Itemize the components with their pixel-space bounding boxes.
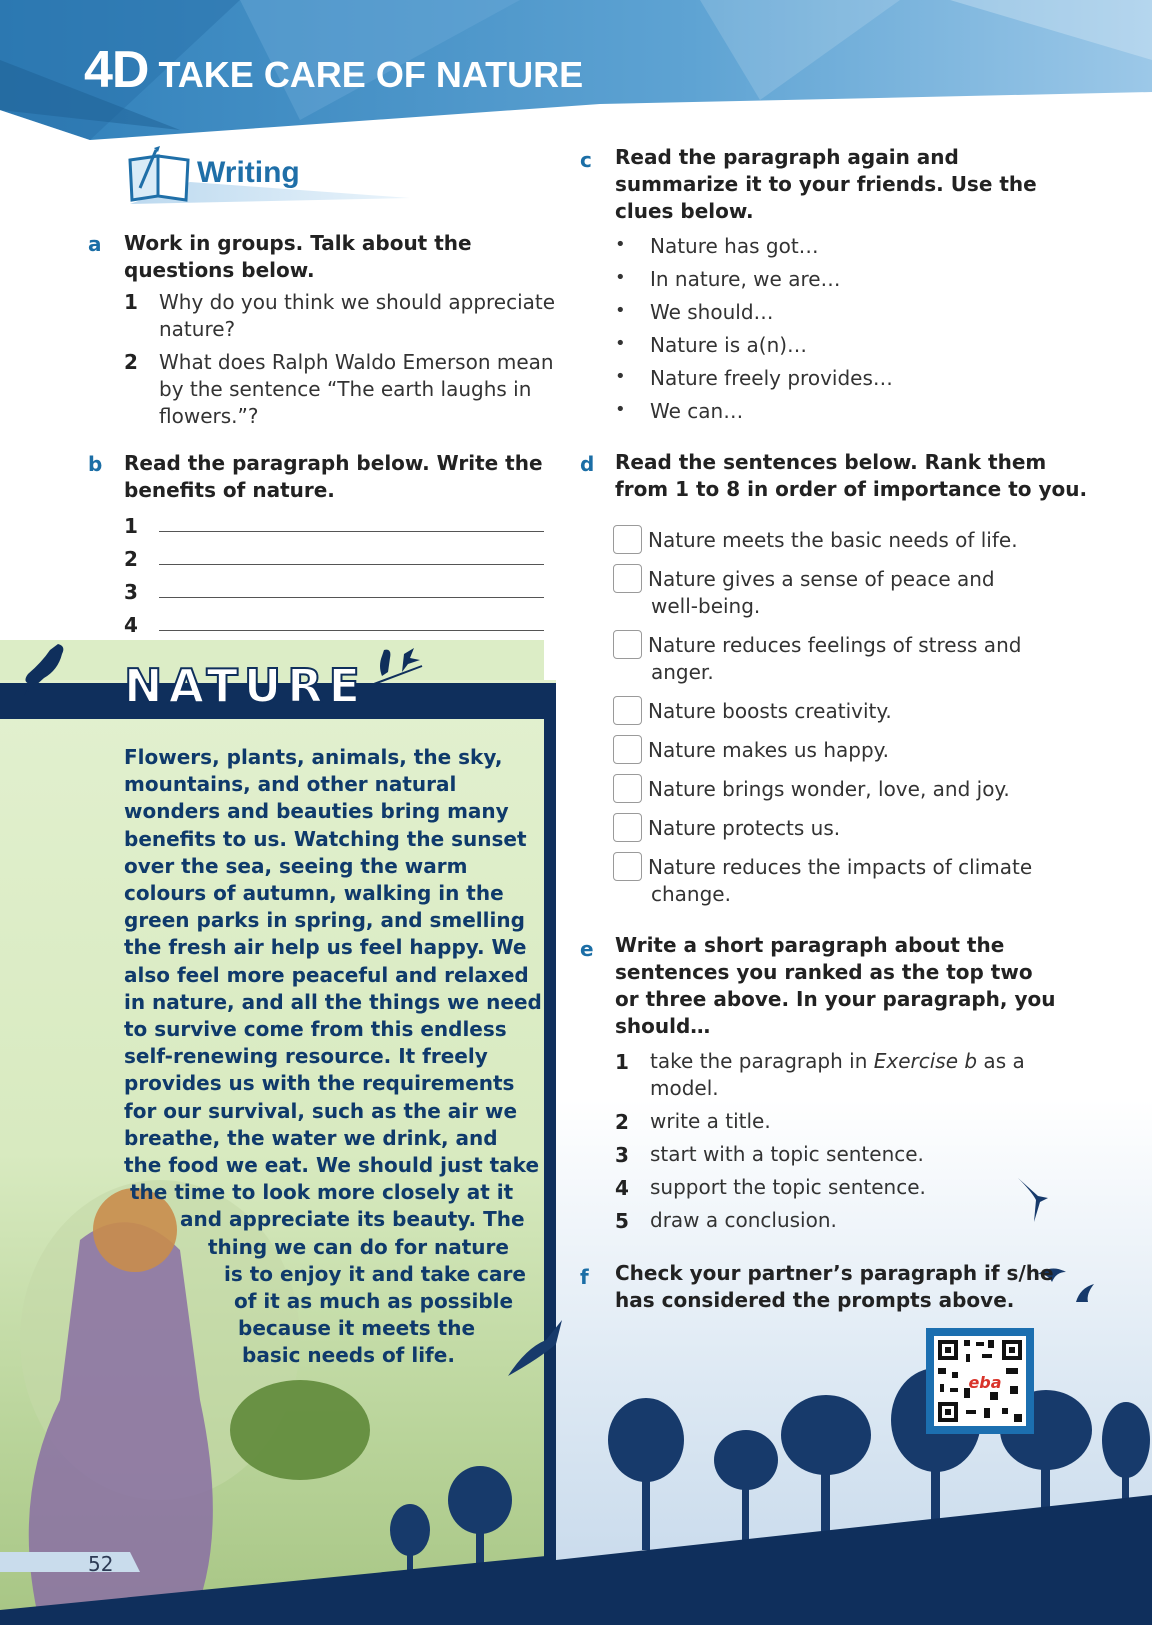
paragraph-line: mountains, and other natural <box>124 772 457 797</box>
paragraph-line: of it as much as possible <box>234 1289 514 1314</box>
bullet: • <box>615 399 626 420</box>
answer-blank-line[interactable] <box>159 531 544 532</box>
exercise-a-instruction <box>124 230 472 284</box>
question-number: 1 <box>124 290 138 314</box>
instruction-line: from 1 to 8 in order of importance to you. <box>615 477 1088 501</box>
instruction-line: or three above. In your paragraph, you <box>615 987 1056 1011</box>
clue-item: We can… <box>650 399 744 423</box>
instruction-line: should… <box>615 1014 711 1038</box>
rank-sentence <box>648 566 995 620</box>
paragraph-line: the time to look more closely at it <box>130 1180 514 1205</box>
instruction-line: clues below. <box>615 199 754 223</box>
instruction-line: summarize it to your friends. Use the <box>615 172 1037 196</box>
sentence-line: Nature protects us. <box>648 816 841 840</box>
paragraph-line: Flowers, plants, animals, the sky, <box>124 745 503 769</box>
paragraph-line: because it meets the <box>238 1316 476 1341</box>
bullet: • <box>615 333 626 354</box>
page-number-background <box>0 1552 140 1578</box>
instruction-line: questions below. <box>124 258 315 282</box>
blank-number: 3 <box>124 580 138 604</box>
qr-label: eba <box>968 1373 1002 1392</box>
unit-number: 4D <box>84 41 149 99</box>
qr-code-graphic <box>926 1328 1034 1434</box>
paragraph-line: basic needs of life. <box>242 1343 455 1368</box>
rank-box[interactable] <box>613 564 642 593</box>
paragraph-line: is to enjoy it and take care <box>224 1261 526 1286</box>
exercise-e-letter: e <box>580 937 594 961</box>
question-line: by the sentence “The earth laughs in <box>159 377 532 401</box>
question-number: 2 <box>124 350 138 374</box>
left-trees-graphic <box>0 1460 556 1625</box>
paragraph-line: provides us with the requirements <box>124 1071 515 1096</box>
exercise-c-instruction <box>615 144 1037 225</box>
exercise-b-letter: b <box>88 452 103 476</box>
bullet: • <box>615 366 626 387</box>
sentence-line: Nature makes us happy. <box>648 738 889 762</box>
exercise-d-instruction <box>615 449 1087 503</box>
answer-blank-line[interactable] <box>159 597 544 598</box>
question-line: flowers.”? <box>159 404 259 428</box>
paragraph-line: for our survival, such as the air we <box>124 1098 518 1123</box>
clue-item: Nature freely provides… <box>650 366 893 390</box>
paragraph-line: over the sea, seeing the warm <box>124 853 468 878</box>
rank-box[interactable] <box>613 735 642 764</box>
paragraph-line: in nature, and all the things we need <box>124 989 542 1014</box>
paragraph-line: to survive come from this endless <box>124 1017 507 1042</box>
exercise-b-instruction <box>124 450 543 504</box>
paragraph-line: thing we can do for nature <box>208 1234 509 1259</box>
exercise-a-letter: a <box>88 232 102 256</box>
paragraph-line: the fresh air help us feel happy. We <box>124 935 527 960</box>
instruction-line: Write a short paragraph about the <box>615 933 1005 957</box>
rank-box[interactable] <box>613 696 642 725</box>
step-2: write a title. <box>650 1109 771 1133</box>
step-line: model. <box>650 1076 719 1100</box>
paragraph-line: the food we eat. We should just take <box>124 1153 540 1178</box>
unit-title <box>84 40 583 100</box>
paragraph-line: wonders and beauties bring many <box>124 799 509 824</box>
sentence-line: anger. <box>651 660 714 684</box>
exercise-c-letter: c <box>580 148 592 172</box>
writing-section-badge <box>120 142 420 212</box>
instruction-line: Read the paragraph below. Write the <box>124 451 543 475</box>
instruction-line: sentences you ranked as the top two <box>615 960 1033 984</box>
unit-name: TAKE CARE OF NATURE <box>158 54 584 95</box>
page-number: 52 <box>88 1552 114 1576</box>
nature-title: NATURE <box>124 659 367 712</box>
instruction-line: benefits of nature. <box>124 478 335 502</box>
step-number: 4 <box>615 1176 629 1200</box>
bird-icon <box>18 640 70 698</box>
rank-box[interactable] <box>613 774 642 803</box>
instruction-line: Work in groups. Talk about the <box>124 231 472 255</box>
rank-sentence <box>648 854 1032 908</box>
instruction-line: Read the sentences below. Rank them <box>615 450 1047 474</box>
sentence-line: change. <box>651 882 731 906</box>
answer-blank-line[interactable] <box>159 630 544 631</box>
blank-number: 1 <box>124 514 138 538</box>
bullet: • <box>615 300 626 321</box>
nature-title-banner <box>118 650 378 712</box>
flying-bird-icon <box>506 1318 566 1378</box>
nature-paragraph <box>124 744 542 1370</box>
qr-code-icon[interactable] <box>926 1328 1034 1434</box>
clue-item: We should… <box>650 300 774 324</box>
question-1 <box>159 289 555 343</box>
rank-sentence <box>648 815 840 842</box>
clue-item: In nature, we are… <box>650 267 841 291</box>
exercise-f-letter: f <box>580 1265 589 1289</box>
blank-number: 2 <box>124 547 138 571</box>
rank-sentence <box>648 632 1021 686</box>
paragraph-line: green parks in spring, and smelling <box>124 908 525 933</box>
exercise-d-letter: d <box>580 452 595 476</box>
paragraph-line: colours of autumn, walking in the <box>124 881 504 906</box>
bullet: • <box>615 234 626 255</box>
sentence-line: Nature reduces the impacts of climate <box>648 855 1033 879</box>
unit-header <box>0 0 1152 150</box>
rank-box[interactable] <box>613 525 642 554</box>
step-number: 5 <box>615 1209 629 1233</box>
nature-title-letters <box>118 650 378 712</box>
question-line: nature? <box>159 317 236 341</box>
page-number-tab <box>0 1552 140 1578</box>
paragraph-line: and appreciate its beauty. The <box>180 1207 525 1232</box>
clue-item: Nature is a(n)… <box>650 333 808 357</box>
exercise-reference: Exercise b <box>873 1049 978 1073</box>
rank-sentence <box>648 527 1018 554</box>
step-number: 3 <box>615 1143 629 1167</box>
exercise-f-instruction <box>615 1260 1054 1314</box>
clue-item: Nature has got… <box>650 234 819 258</box>
paragraph-line: breathe, the water we drink, and <box>124 1125 498 1150</box>
instruction-line: Check your partner’s paragraph if s/he <box>615 1261 1054 1285</box>
sentence-line: Nature boosts creativity. <box>648 699 892 723</box>
book-pen-icon <box>126 144 192 202</box>
sentence-line: Nature reduces feelings of stress and <box>648 633 1022 657</box>
step-number: 2 <box>615 1110 629 1134</box>
step-4: support the topic sentence. <box>650 1175 926 1199</box>
question-2 <box>159 349 554 430</box>
paragraph-line: self-renewing resource. It freely <box>124 1044 488 1069</box>
flying-bird-icon <box>1014 1176 1050 1224</box>
birds-on-branch-icon <box>374 646 424 686</box>
rank-sentence <box>648 698 892 725</box>
instruction-line: has considered the prompts above. <box>615 1288 1015 1312</box>
bullet: • <box>615 267 626 288</box>
rank-box[interactable] <box>613 813 642 842</box>
step-5: draw a conclusion. <box>650 1208 837 1232</box>
sentence-line: well-being. <box>651 594 761 618</box>
answer-blank-line[interactable] <box>159 564 544 565</box>
writing-label: Writing <box>197 156 300 189</box>
question-line: Why do you think we should appreciate <box>159 290 556 314</box>
paragraph-line: also feel more peaceful and relaxed <box>124 962 529 987</box>
instruction-line: Read the paragraph again and <box>615 145 959 169</box>
rank-box[interactable] <box>613 852 642 881</box>
step-3: start with a topic sentence. <box>650 1142 924 1166</box>
paragraph-line: benefits to us. Watching the sunset <box>124 826 527 851</box>
blank-number: 4 <box>124 613 138 637</box>
step-1 <box>650 1048 1025 1102</box>
question-line: What does Ralph Waldo Emerson mean <box>159 350 554 374</box>
step-number: 1 <box>615 1050 629 1074</box>
rank-sentence <box>648 737 889 764</box>
rank-box[interactable] <box>613 630 642 659</box>
sentence-line: Nature gives a sense of peace and <box>648 567 995 591</box>
step-line: take the paragraph in Exercise b as a <box>650 1049 1025 1073</box>
exercise-e-instruction <box>615 932 1056 1040</box>
rank-sentence <box>648 776 1010 803</box>
sentence-line: Nature brings wonder, love, and joy. <box>648 777 1010 801</box>
sentence-line: Nature meets the basic needs of life. <box>648 528 1018 552</box>
